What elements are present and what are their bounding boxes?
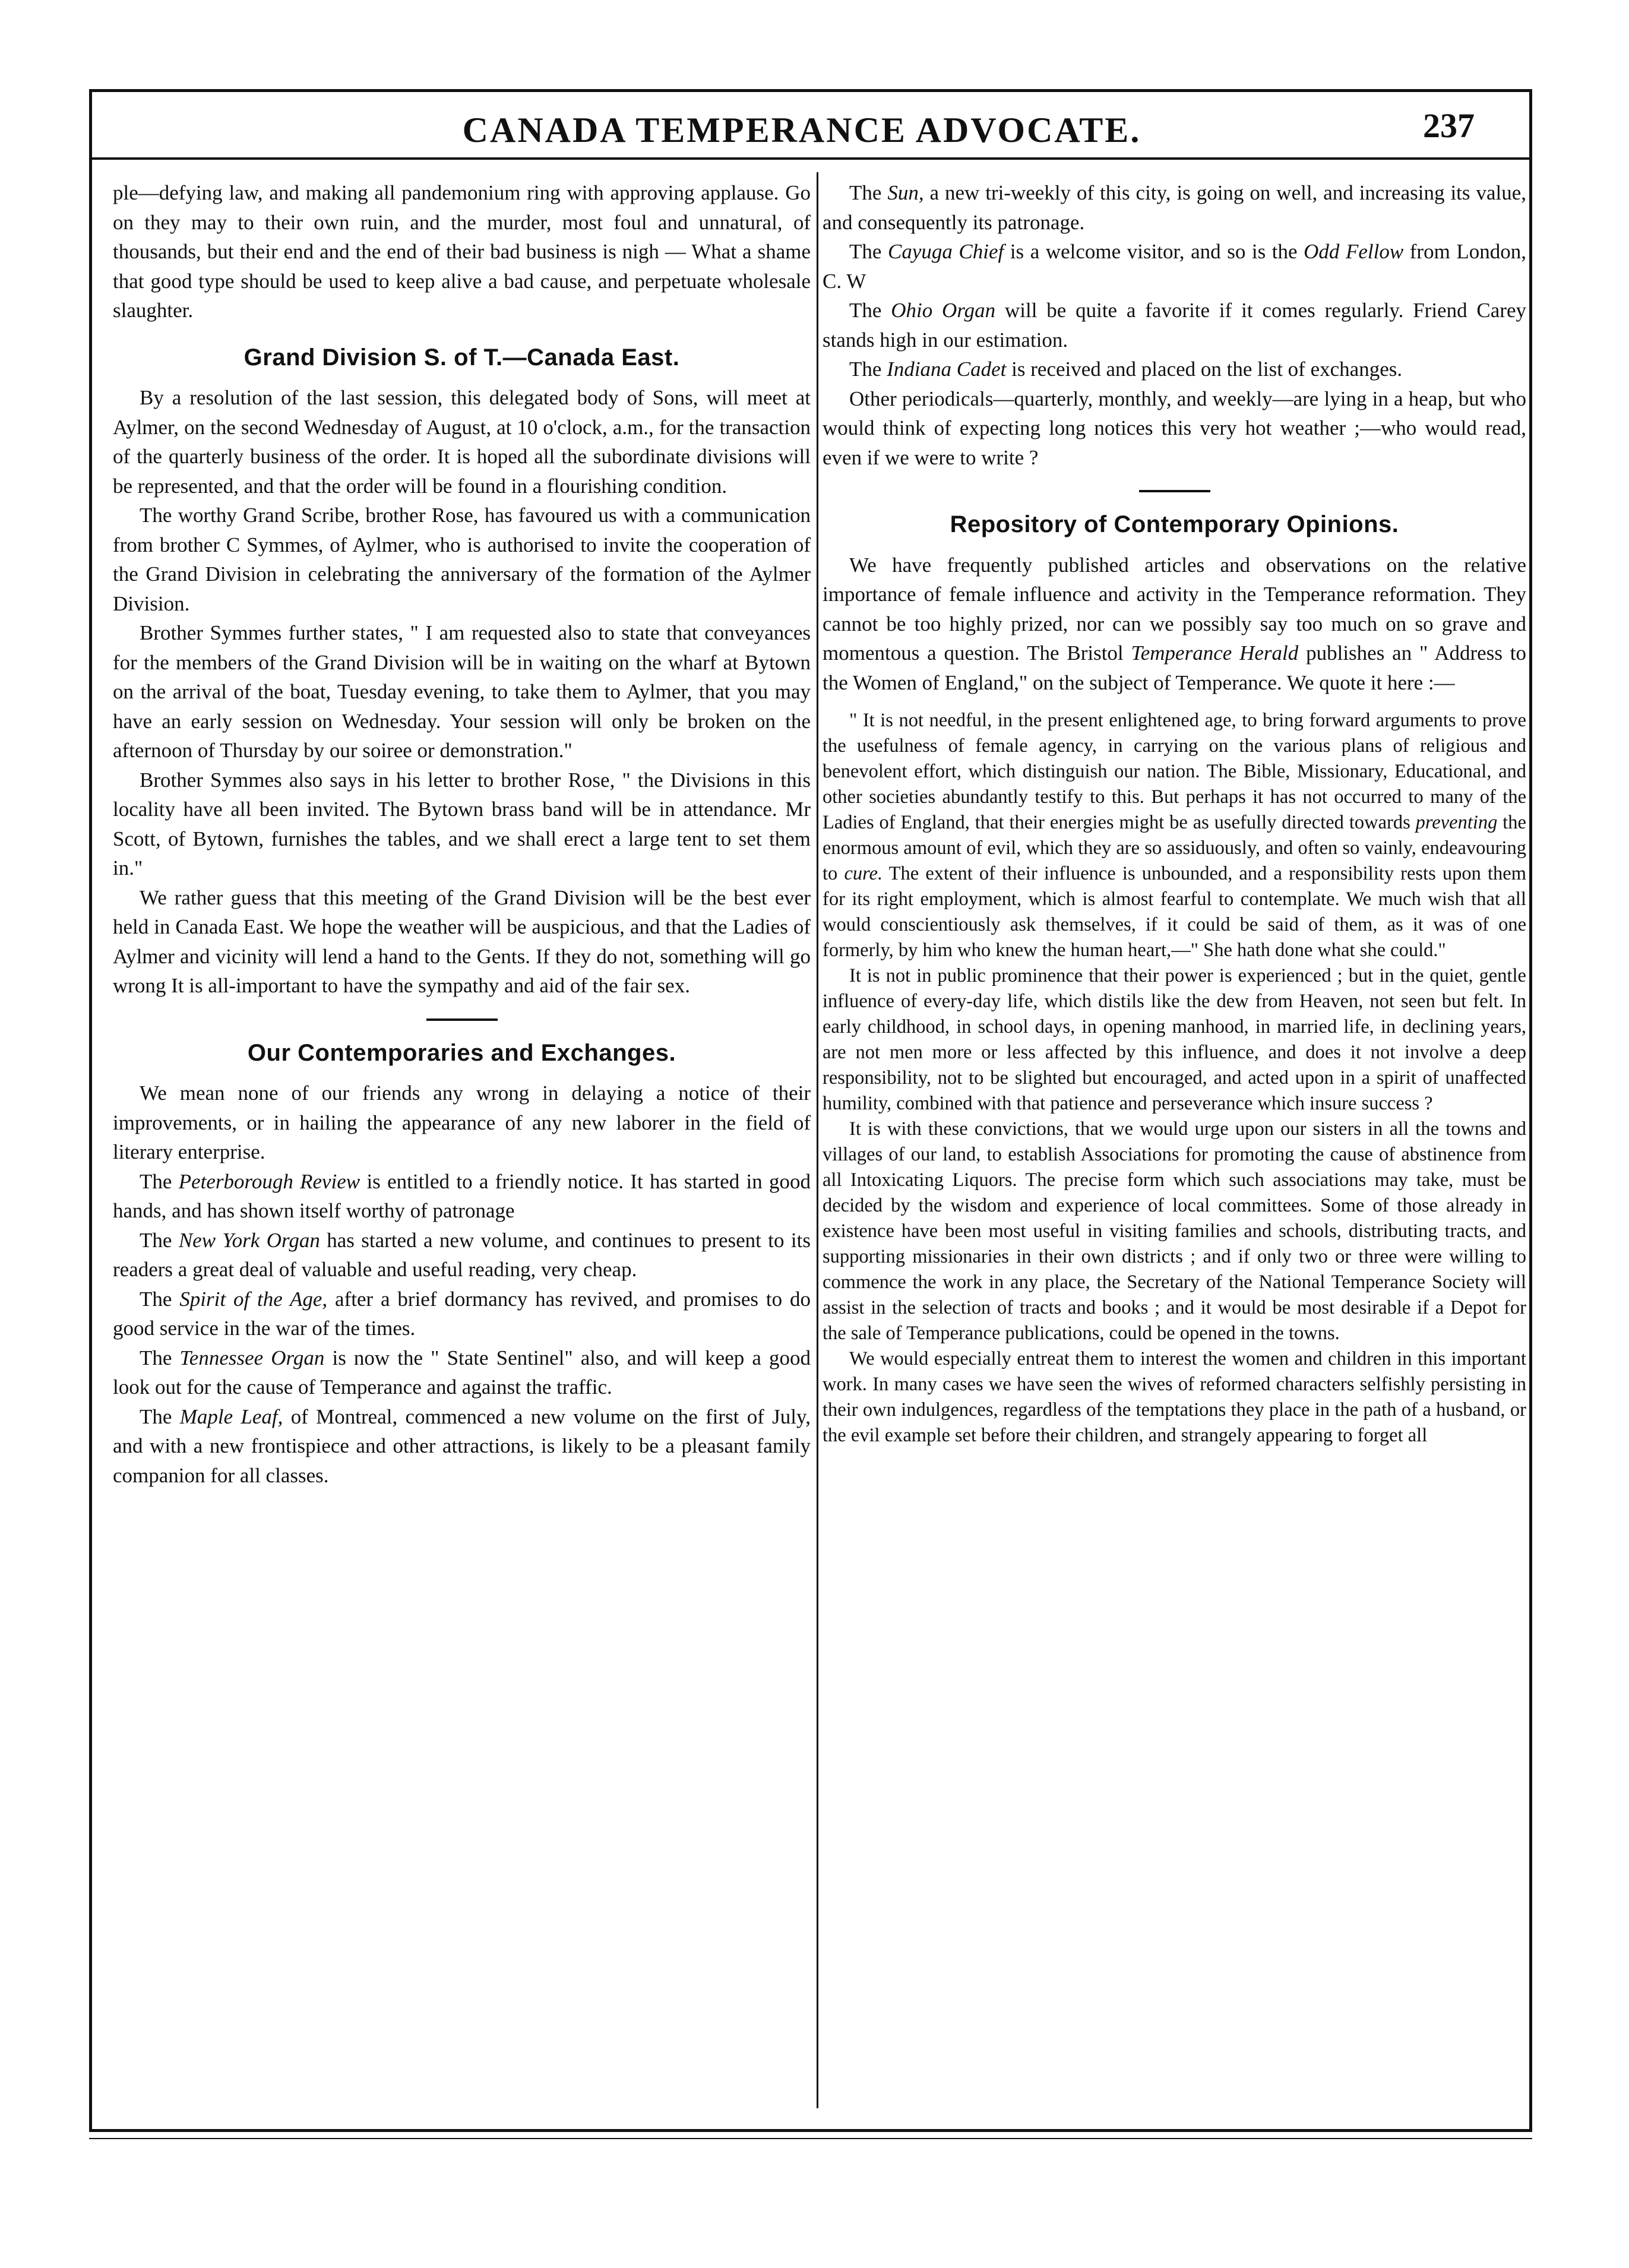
publication-name: New York Organ	[178, 1228, 320, 1252]
emphasis-text: preventing	[1415, 812, 1498, 833]
publication-name: Sun,	[887, 181, 924, 204]
paragraph: The Peterborough Review is entitled to a friendly notice. It has started in good hands, and has shown itself worthy of patronage	[113, 1169, 811, 1222]
paragraph: The Ohio Organ will be quite a favorite if it comes regularly. Friend Carey stands high in our estimation.	[823, 299, 1526, 352]
paragraph: The Cayuga Chief is a welcome visitor, and so is the Odd Fellow from London, C. W	[823, 240, 1526, 293]
emphasis-text: cure.	[844, 863, 883, 884]
quoted-address	[823, 708, 1526, 1448]
masthead-title: CANADA TEMPERANCE ADVOCATE.	[462, 110, 1141, 150]
section-heading-repository: Repository of Contemporary Opinions.	[950, 511, 1399, 537]
section-heading-contemporaries: Our Contemporaries and Exchanges.	[247, 1039, 676, 1066]
publication-name: Ohio Organ	[891, 299, 996, 322]
bottom-border-rule	[89, 2129, 1532, 2132]
section-heading-grand-division: Grand Division S. of T.—Canada East.	[243, 344, 680, 371]
paragraph: The Sun, a new tri-weekly of this city, is going on well, and increasing its value, and consequently its patronage.	[823, 181, 1526, 234]
paragraph: Brother Symmes also says in his letter to brother Rose, " the Divisions in this locality have all been invited. The Bytown brass band will be in attendance. Mr Scott, of Bytown, furnishes the tables, and we shall erect a large tent to set them in."	[113, 768, 811, 880]
paragraph: The Maple Leaf, of Montreal, commenced a new volume on the first of July, and with a new frontispiece and other attractions, is likely to be a pleasant family companion for all classes.	[113, 1405, 811, 1487]
right-column	[823, 178, 1526, 2102]
publication-name: Peterborough Review	[178, 1169, 360, 1193]
publication-name: Temperance Herald	[1131, 641, 1299, 665]
bottom-thin-rule	[89, 2138, 1532, 2139]
publication-name: Tennessee Organ	[179, 1346, 325, 1369]
quote-paragraph: " It is not needful, in the present enlightened age, to bring forward arguments to prove the usefulness of female agency, in carrying on the various plans of religious and benevolent effort, which distinguish our nation. The Bible, Missionary, Educational, and other societies abundantly testify to this. But perhaps it has not occurred to many of the Ladies of England, that their energies might be as usefully directed towards preventing the enormous amount of evil, which they are so assiduously, and often so vainly, endeavouring to cure. The extent of their influence is unbounded, and a responsibility rests upon them for its right employment, which is almost fearful to contemplate. We much wish that all would conscientiously ask themselves, if it could be said of them, as it was of one formerly, by him who knew the human heart,—" She hath done what she could."	[823, 710, 1526, 961]
publication-name: Indiana Cadet	[887, 358, 1007, 381]
paragraph: The Indiana Cadet is received and placed on the list of exchanges.	[849, 358, 1403, 381]
paragraph: The New York Organ has started a new volume, and continues to present to its readers a great deal of valuable and useful reading, very cheap.	[113, 1228, 811, 1281]
paragraph: Other periodicals—quarterly, monthly, and weekly—are lying in a heap, but who would think of expecting long notices this very hot weather ;—who would read, even if we were to write ?	[823, 387, 1526, 469]
quote-paragraph: It is with these convictions, that we would urge upon our sisters in all the towns and villages of our land, to establish Associations for promoting the cause of abstinence from all Intoxicating Liquors. The precise form which such associations may take, must be decided by the wisdom and experience of local committees. Some of those already in existence have been most useful in visiting families and schools, distributing tracts, and supporting missionaries in their own districts ; and if only two or three were willing to commence the work in any place, the Secretary of the National Temperance Society will assist in the selection of tracts and books ; and it would be most desirable if a Depot for the sale of Temperance publications, could be opened in the towns.	[823, 1118, 1526, 1344]
paragraph: By a resolution of the last session, this delegated body of Sons, will meet at Aylmer, on the second Wednesday of August, at 10 o'clock, a.m., for the transaction of the quarterly business of the order. It is hoped all the subordinate divisions will be represented, and that the order will be found in a flourishing condition.	[113, 386, 811, 498]
paragraph: The Spirit of the Age, after a brief dormancy has revived, and promises to do good service in the war of the times.	[113, 1287, 811, 1340]
page-number: 237	[1423, 106, 1475, 145]
left-column	[113, 178, 811, 2102]
left-border-rule	[89, 89, 92, 2132]
paragraph: Brother Symmes further states, " I am requested also to state that conveyances for the members of the Grand Division will be in waiting on the wharf at Bytown on the arrival of the boat, Tuesday evening, to take them to Aylmer, that you may have an early session on Wednesday. Your session will only be broken on the afternoon of Thursday by our soiree or demonstration."	[113, 621, 811, 762]
paragraph: We rather guess that this meeting of the Grand Division will be the best ever held in Canada East. We hope the weather will be auspicious, and that the Ladies of Aylmer and vicinity will lend a hand to the Gents. If they do not, something will go wrong It is all-important to have the sympathy and aid of the fair sex.	[113, 885, 811, 997]
quote-paragraph: It is not in public prominence that their power is experienced ; but in the quiet, gentle influence of every-day life, which distils like the dew from Heaven, not seen but felt. In early childhood, in school days, in opening manhood, in married life, in declining years, are not men more or less affected by this influence, and does it not involve a deep responsibility, not to be slighted but encouraged, and acted upon in a spirit of unaffected humility, combined with that patience and perseverance which insure success ?	[823, 965, 1526, 1114]
publication-name: Maple Leaf,	[179, 1405, 283, 1428]
header-underline-rule	[89, 157, 1532, 160]
paragraph: We have frequently published articles and observations on the relative importance of female influence and activity in the Temperance reformation. They cannot be too highly prized, nor can we possibly say too much on so grave and momentous a question. The Bristol Temperance Herald publishes an " Address to the Women of England," on the subject of Temperance. We quote it here :—	[823, 553, 1526, 694]
publication-name: Cayuga Chief	[887, 240, 1004, 263]
intro-paragraph: ple—defying law, and making all pandemonium ring with approving applause. Go on they may to their own ruin, and the murder, most foul and unnatural, of thousands, but their end and the end of their bad business is nigh — What a shame that good type should be used to keep alive a bad cause, and perpetuate wholesale slaughter.	[113, 181, 811, 322]
top-border-rule	[89, 89, 1532, 92]
right-border-rule	[1529, 89, 1532, 2132]
paragraph: We mean none of our friends any wrong in delaying a notice of their improvements, or in hailing the appearance of any new laborer in the field of literary enterprise.	[113, 1081, 811, 1163]
quote-paragraph: We would especially entreat them to interest the women and children in this important work. In many cases we have seen the wives of reformed characters selfishly persisting in their own indulgences, regardless of the temptations they place in the path of a husband, or the evil example set before their children, and strangely appearing to forget all	[823, 1348, 1526, 1446]
publication-name: Odd Fellow	[1304, 240, 1404, 263]
column-divider-rule	[817, 172, 818, 2108]
publication-name: Spirit of the Age,	[179, 1287, 328, 1311]
paragraph: The Tennessee Organ is now the " State Sentinel" also, and will keep a good look out for the cause of Temperance and against the traffic.	[113, 1346, 811, 1399]
paragraph: The worthy Grand Scribe, brother Rose, has favoured us with a communication from brother C Symmes, of Aylmer, who is authorised to invite the cooperation of the Grand Division in celebrating the anniversary of the formation of the Aylmer Division.	[113, 504, 811, 615]
